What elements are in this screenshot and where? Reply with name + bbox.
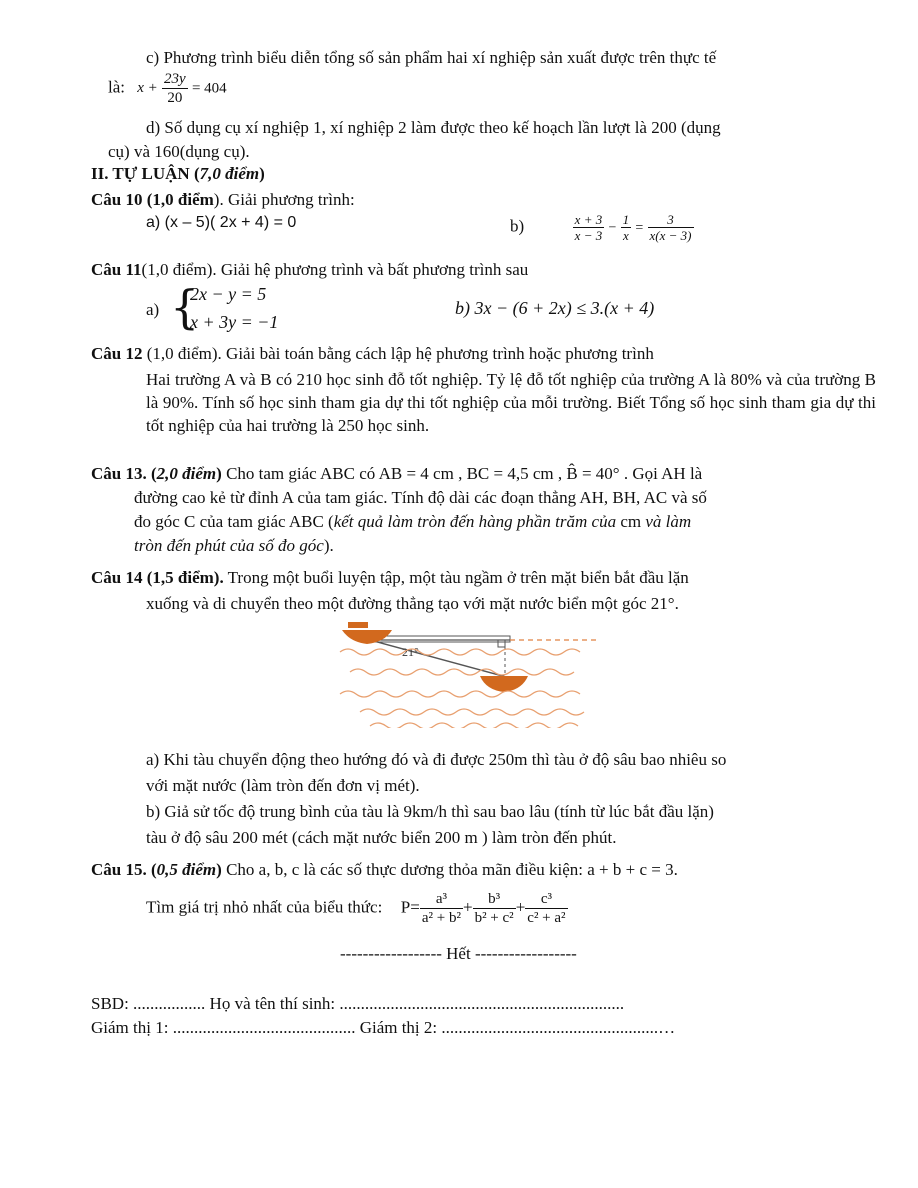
q14-a-line2: với mặt nước (làm tròn đến đơn vị mét). xyxy=(146,776,420,795)
q14-b-line2: tàu ở độ sâu 200 mét (cách mặt nước biển 200 m ) làm tròn đến phút. xyxy=(146,828,617,847)
q15-f1-num: a³ xyxy=(435,891,447,907)
q10-title xyxy=(91,190,355,210)
eq-right: = 404 xyxy=(191,80,227,97)
q13-line2: đường cao kẻ từ đỉnh A của tam giác. Tính độ dài các đoạn thẳng AH, BH, AC và số xyxy=(134,488,707,507)
q13-text4: tròn đến phút của số đo góc xyxy=(134,536,324,555)
q10-f2-den: x xyxy=(621,227,632,243)
q15-title xyxy=(91,860,678,880)
q10-f1-den: x − 3 xyxy=(574,228,603,243)
q11-eq1: 2x − y = 5 xyxy=(190,284,267,304)
section-heading xyxy=(91,164,265,184)
q10-a: a) (x – 5)( 2x + 4) = 0 xyxy=(146,214,297,231)
q14-rest: Trong một buổi luyện tập, một tàu ngầm ở trên mặt biển bắt đầu lặn xyxy=(223,568,689,587)
q12-title xyxy=(91,344,654,364)
footer-proctors: Giám thị 1: ........................................... Giám thị 2: ...................................................… xyxy=(91,1018,676,1037)
boat-top xyxy=(342,622,392,644)
q15-plus2: + xyxy=(515,897,526,917)
q13-text1: Cho tam giác ABC có AB = 4 cm , BC = 4,5 cm , B̂ = 40° . Gọi AH là xyxy=(221,464,703,483)
system-brace: { xyxy=(170,280,200,334)
q10-eq: = xyxy=(635,220,644,236)
q15-points: 0,5 điểm xyxy=(156,860,217,879)
q15-label: Câu 15. ( xyxy=(91,860,157,879)
frac-num: 23y xyxy=(164,71,186,87)
q11-rest: (1,0 điểm). Giải hệ phương trình và bất phương trình sau xyxy=(141,260,529,279)
frac-den: 20 xyxy=(162,88,188,107)
q10-minus: − xyxy=(608,220,617,236)
end-marker: ------------------ Hết ------------------ xyxy=(340,944,577,963)
q15-f3-den: c² + a² xyxy=(527,910,566,926)
q12-rest: (1,0 điểm). Giải bài toán bằng cách lập hệ phương trình hoặc phương trình xyxy=(142,344,654,363)
q10-frac1 xyxy=(573,212,605,243)
q13-points: 2,0 điểm xyxy=(156,464,217,483)
q12-label: Câu 12 xyxy=(91,344,143,363)
q10-frac2 xyxy=(621,212,632,243)
q15-f1-den: a² + b² xyxy=(421,910,461,926)
q10-frac3 xyxy=(648,212,694,243)
q10-b-label: b) xyxy=(510,216,525,236)
q11-title xyxy=(91,260,528,280)
q13-text3b: kết quả làm tròn đến hàng phần trăm của xyxy=(333,512,617,531)
q15-f2-num: b³ xyxy=(488,891,501,907)
q15-f3-num: c³ xyxy=(540,891,552,907)
q13-close: ) xyxy=(216,464,222,483)
q15-expression xyxy=(146,890,568,927)
q13-text3c: cm xyxy=(616,512,646,531)
section-heading-points: 7,0 điểm xyxy=(199,164,260,183)
q11-a-label: a) xyxy=(146,300,160,319)
q12-body: Hai trường A và B có 210 học sinh đỗ tốt nghiệp. Tỷ lệ đỗ tốt nghiệp của trường A là 80% và của trường B là 90%. Tính số học sinh tham gia dự thi tốt nghiệp của mỗi trường. Biết Tổng số học sinh tham gia dự thi tốt nghiệp của hai trường là 250 học sinh. xyxy=(146,370,876,435)
waves xyxy=(340,649,584,728)
q13-line1 xyxy=(91,464,876,484)
part-c-line1: c) Phương trình biểu diễn tổng số sản phẩm hai xí nghiệp sản xuất được trên thực tế xyxy=(146,48,717,67)
section-heading-main: II. TỰ LUẬN ( xyxy=(91,164,200,183)
eq-left: x + xyxy=(137,80,158,97)
part-c-prefix: là: xyxy=(108,77,125,97)
q10-f3-num: 3 xyxy=(667,212,674,227)
q15-plus1: + xyxy=(462,897,473,917)
q10-label: Câu 10 (1,0 điểm xyxy=(91,190,214,209)
q15-frac3 xyxy=(525,890,567,927)
q15-frac1 xyxy=(420,890,463,927)
q10-f1-num: x + 3 xyxy=(574,212,603,227)
q11-eq2: x + 3y = −1 xyxy=(190,312,279,332)
section-heading-close: ) xyxy=(259,164,265,183)
q13-text3a: đo góc C của tam giác ABC ( xyxy=(134,512,334,531)
angle-label: 21° xyxy=(402,645,419,659)
q13-line4 xyxy=(134,536,334,556)
footer-sbd: SBD: ................. Họ và tên thí sinh: ................................................................... xyxy=(91,994,625,1013)
q10-f2-num: 1 xyxy=(622,212,630,227)
q15-p: P= xyxy=(400,897,420,917)
part-d-line1: d) Số dụng cụ xí nghiệp 1, xí nghiệp 2 làm được theo kế hoạch lần lượt là 200 (dụng xyxy=(146,118,721,137)
q15-close: ) xyxy=(216,860,222,879)
submarine xyxy=(480,676,528,692)
q10-rest: ). Giải phương trình: xyxy=(213,190,355,209)
q13-label: Câu 13. ( xyxy=(91,464,157,483)
q14-a-line1: a) Khi tàu chuyển động theo hướng đó và đi được 250m thì tàu ở độ sâu bao nhiêu so xyxy=(146,750,727,769)
frac-23y-20 xyxy=(162,70,188,107)
part-d-line2: cụ) và 160(dụng cụ). xyxy=(108,142,250,161)
submarine-diagram xyxy=(330,618,640,728)
q14-b-line1: b) Giả sử tốc độ trung bình của tàu là 9km/h thì sau bao lâu (tính từ lúc bắt đầu lặn) xyxy=(146,802,714,821)
q15-f2-den: b² + c² xyxy=(474,910,514,926)
q14-line2: xuống và di chuyển theo một đường thẳng tạo với mặt nước biển một góc 21°. xyxy=(146,594,679,613)
part-c-equation xyxy=(108,70,227,107)
q13-text3d: và làm xyxy=(645,512,692,531)
q11-b: b) 3x − (6 + 2x) ≤ 3.(x + 4) xyxy=(455,298,655,318)
q10-b xyxy=(510,212,694,243)
q14-title xyxy=(91,568,689,588)
q13-line3 xyxy=(134,512,691,532)
q10-f3-den: x(x − 3) xyxy=(649,228,692,243)
q15-frac2 xyxy=(473,890,516,927)
q11-label: Câu 11 xyxy=(91,260,142,279)
q15-prompt: Tìm giá trị nhỏ nhất của biểu thức: xyxy=(146,897,383,917)
q14-label: Câu 14 (1,5 điểm). xyxy=(91,568,224,587)
q15-rest: Cho a, b, c là các số thực dương thỏa mãn điều kiện: a + b + c = 3. xyxy=(221,860,678,879)
q13-text4-end: ). xyxy=(323,536,334,555)
